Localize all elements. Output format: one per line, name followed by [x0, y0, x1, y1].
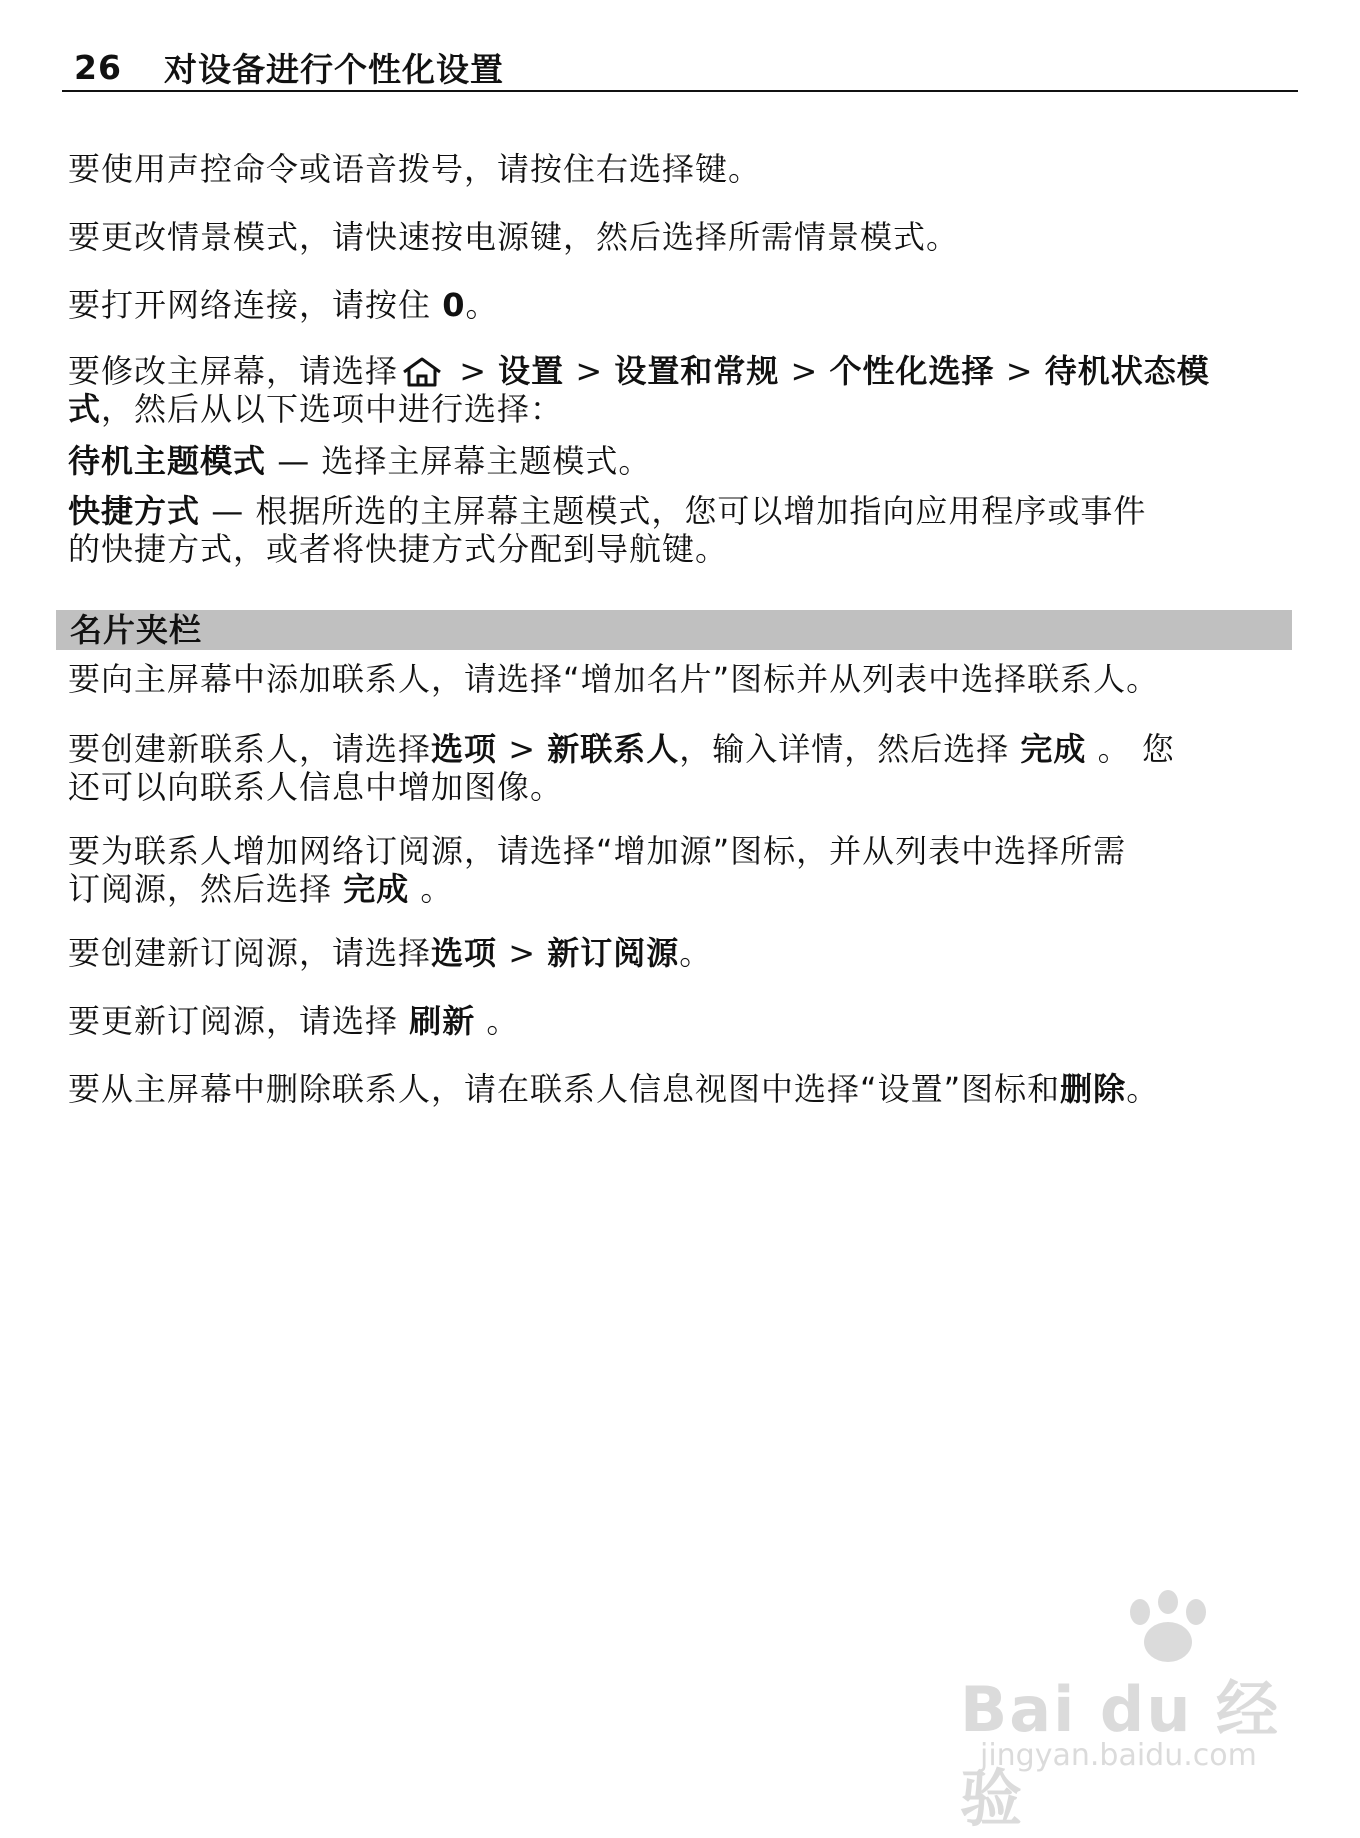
- menu-path-general: 设置和常规: [614, 352, 780, 390]
- paragraph-text: 要更改情景模式，请快速按电源键，然后选择所需情景模式。: [68, 218, 960, 256]
- watermark-url: jingyan.baidu.com: [980, 1738, 1257, 1773]
- key-label: 0: [442, 286, 466, 324]
- paragraph-text: 还可以向联系人信息中增加图像。: [68, 768, 564, 806]
- paragraph-text: ，然后从以下选项中进行选择：: [101, 390, 564, 428]
- section-title: 名片夹栏: [70, 611, 203, 649]
- option-term: 快捷方式: [68, 492, 201, 530]
- baidu-watermark: [960, 1590, 1290, 1835]
- option-description: — 根据所选的主屏幕主题模式，您可以增加指向应用程序或事件: [200, 492, 1147, 530]
- path-separator: >: [994, 352, 1045, 390]
- option-description: — 选择主屏幕主题模式。: [266, 442, 652, 480]
- paragraph-text: 。: [679, 934, 713, 972]
- menu-path-personalization: 个性化选择: [829, 352, 995, 390]
- path-separator: >: [779, 352, 830, 390]
- paragraph-text: 要向主屏幕中添加联系人，请选择“增加名片”图标并从列表中选择联系人。: [68, 660, 1160, 698]
- paragraph-new-feed: [68, 934, 1290, 972]
- paragraph-text: 订阅源，然后选择: [68, 870, 344, 908]
- paragraph-text: 要为联系人增加网络订阅源，请选择“增加源”图标，并从列表中选择所需: [68, 832, 1127, 870]
- paragraph-refresh-feed: [68, 1002, 1290, 1040]
- paw-icon: [1110, 1590, 1230, 1670]
- paragraph-text: 要从主屏幕中删除联系人，请在联系人信息视图中选择“设置”图标和: [68, 1070, 1061, 1108]
- option-term: 待机主题模式: [68, 442, 267, 480]
- paragraph-text: 要更新订阅源，请选择: [68, 1002, 410, 1040]
- page-number: 26: [74, 47, 122, 87]
- menu-path-options: 选项: [431, 934, 498, 972]
- paragraph-home-screen: [68, 352, 1290, 428]
- paragraph-new-contact: [68, 730, 1290, 806]
- paragraph-text: 要修改主屏幕，请选择: [68, 352, 399, 390]
- paragraph-text: 。 您: [1086, 730, 1175, 768]
- paragraph-text: 要使用声控命令或语音拨号，请按住右选择键。: [68, 150, 762, 188]
- menu-path-new-feed: 新订阅源: [547, 934, 680, 972]
- paragraph-delete-contact: [68, 1070, 1290, 1108]
- menu-path-options: 选项: [431, 730, 498, 768]
- menu-path-done: 完成: [1020, 730, 1087, 768]
- menu-path-settings: 设置: [498, 352, 565, 390]
- paragraph-voice-command: [68, 150, 1290, 188]
- option-shortcuts: [68, 492, 1290, 568]
- running-header: [62, 44, 1298, 92]
- paragraph-text: 。: [465, 286, 499, 324]
- path-separator: >: [497, 730, 548, 768]
- menu-path-new-contact: 新联系人: [547, 730, 680, 768]
- option-description: 的快捷方式，或者将快捷方式分配到导航键。: [68, 530, 729, 568]
- chapter-title: 对设备进行个性化设置: [163, 49, 504, 89]
- paragraph-web-feed: [68, 832, 1290, 908]
- section-heading: [56, 610, 1292, 650]
- paragraph-add-contact: [68, 660, 1290, 698]
- menu-path-delete: 删除: [1060, 1070, 1127, 1108]
- paragraph-text: 。: [409, 870, 454, 908]
- path-separator: >: [497, 934, 548, 972]
- paragraph-text: 。: [1126, 1070, 1160, 1108]
- menu-path-standby-end: 式: [68, 390, 102, 428]
- paragraph-profile: [68, 218, 1290, 256]
- menu-path-done: 完成: [343, 870, 410, 908]
- paragraph-text: 。: [475, 1002, 520, 1040]
- paragraph-network: [68, 286, 1290, 324]
- paragraph-text: 要创建新订阅源，请选择: [68, 934, 432, 972]
- path-separator: >: [564, 352, 615, 390]
- paragraph-text: ，输入详情，然后选择: [679, 730, 1021, 768]
- menu-path-refresh: 刷新: [409, 1002, 476, 1040]
- path-separator: >: [448, 352, 499, 390]
- option-standby-theme: [68, 442, 1290, 480]
- home-icon: [400, 356, 444, 388]
- paragraph-text: 要创建新联系人，请选择: [68, 730, 432, 768]
- menu-path-standby: 待机状态模: [1044, 352, 1210, 390]
- paragraph-text: 要打开网络连接，请按住: [68, 286, 443, 324]
- watermark-logo: Bai du 经验: [960, 1673, 1281, 1835]
